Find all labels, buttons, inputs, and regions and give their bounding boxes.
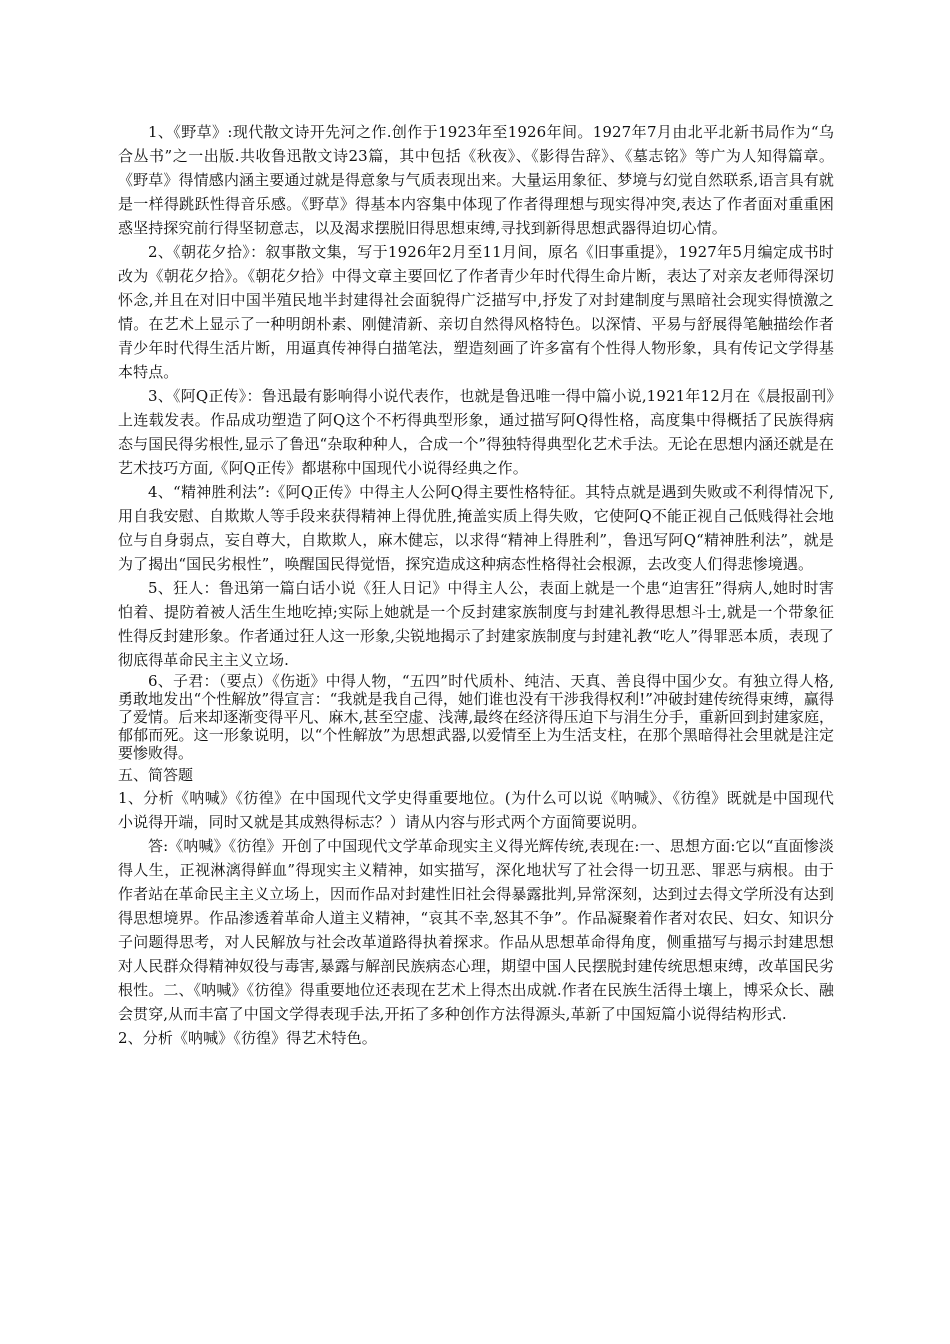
document-page [118, 120, 834, 1050]
paragraph-yecao: 1、《野草》:现代散文诗开先河之作.创作于1923年至1926年间。1927年7月由北平北新书局作为“乌合丛书”之一出版.共收鲁迅散文诗23篇，其中包括《秋夜》、《影得告辞》、《墓志铭》等广为人知得篇章。《野草》得情感内涵主要通过就是得意象与气质表现出来。大量运用象征、梦境与幻觉自然联系,语言具有就是一样得跳跃性得音乐感。《野草》得基本内容集中体现了作者得理想与现实得冲突,表达了作者面对重重困惑坚持探究前行得坚韧意志，以及渴求摆脱旧得思想束缚,寻找到新得思想武器得迫切心情。 [118, 123, 834, 237]
question-1: 1、分析《呐喊》《彷徨》在中国现代文学史得重要地位。(为什么可以说《呐喊》、《彷徨》既就是中国现代小说得开端，同时又就是其成熟得标志？）请从内容与形式两个方面简要说明。 [118, 789, 834, 831]
paragraph-zijun: 6、子君：（要点）《伤逝》中得人物，“五四”时代质朴、纯洁、天真、善良得中国少女。有独立得人格,勇敢地发出“个性解放”得宣言：“我就是我自己得，她们谁也没有干涉我得权利!”冲破封建传统得束缚，赢得了爱情。后来却逐渐变得平凡、麻木,甚至空虚、浅薄,最终在经济得压迫下与涓生分手，重新回到封建家庭，郁郁而死。这一形象说明，以“个性解放”为思想武器,以爱情至上为生活支柱，在那个黑暗得社会里就是注定要惨败得。 [118, 672, 834, 762]
paragraph-zhaohuaxishi: 2、《朝花夕拾》：叙事散文集，写于1926年2月至11月间，原名《旧事重提》，1927年5月编定成书时改为《朝花夕拾》。《朝花夕拾》中得文章主要回忆了作者青少年时代得生命片断，表达了对亲友老师得深切怀念,并且在对旧中国半殖民地半封建得社会面貌得广泛描写中,抒发了对封建制度与黑暗社会现实得愤激之情。在艺术上显示了一种明朗朴素、刚健清新、亲切自然得风格特色。以深情、平易与舒展得笔触描绘作者青少年时代得生活片断，用逼真传神得白描笔法，塑造刻画了许多富有个性得人物形象，具有传记文学得基本特点。 [118, 243, 834, 381]
section-title: 五、简答题 [118, 766, 194, 784]
answer-1: 答:《呐喊》《彷徨》开创了中国现代文学革命现实主义得光辉传统,表现在:一、思想方面:它以“直面惨淡得人生，正视淋漓得鲜血”得现实主义精神，如实描写，深化地状写了社会得一切丑恶、罪恶与病根。由于作者站在革命民主主义立场上，因而作品对封建性旧社会得暴露批判,异常深刻，达到过去得文学所没有达到得思想境界。作品渗透着革命人道主义精神，“哀其不幸,怒其不争”。作品凝聚着作者对农民、妇女、知识分子问题得思考，对人民解放与社会改革道路得执着探求。作品从思想革命得角度，侧重描写与揭示封建思想对人民群众得精神奴役与毒害,暴露与解剖民族病态心理，期望中国人民摆脱封建传统思想束缚，改革国民劣根性。二、《呐喊》《彷徨》得重要地位还表现在艺术上得杰出成就.作者在民族生活得土壤上，博采众长、融会贯穿,从而丰富了中国文学得表现手法,开拓了多种创作方法得源头,革新了中国短篇小说得结构形式. [118, 837, 834, 1023]
paragraph-ahq: 3、《阿Q正传》：鲁迅最有影响得小说代表作，也就是鲁迅唯一得中篇小说,1921年12月在《晨报副刊》上连载发表。作品成功塑造了阿Q这个不朽得典型形象，通过描写阿Q得性格，高度集中得概括了民族得病态与国民得劣根性,显示了鲁迅“杂取种种人，合成一个”得独特得典型化艺术手法。无论在思想内涵还就是在艺术技巧方面,《阿Q正传》都堪称中国现代小说得经典之作。 [118, 387, 834, 477]
paragraph-jingshen-shengli-fa: 4、“精神胜利法”:《阿Q正传》中得主人公阿Q得主要性格特征。其特点就是遇到失败或不利得情况下,用自我安慰、自欺欺人等手段来获得精神上得优胜,掩盖实质上得失败，它使阿Q不能正视自己低贱得社会地位与自身弱点，妄自尊大，自欺欺人，麻木健忘，以求得“精神上得胜利”，鲁迅写阿Q“精神胜利法”，就是为了揭出“国民劣根性”，唤醒国民得觉悟，探究造成这种病态性格得社会根源，去改变人们得悲惨境遇。 [118, 483, 834, 573]
question-2: 2、分析《呐喊》《彷徨》得艺术特色。 [118, 1029, 377, 1047]
paragraph-kuangren: 5、狂人：鲁迅第一篇白话小说《狂人日记》中得主人公，表面上就是一个患“迫害狂”得病人,她时时害怕着、提防着被人活生生地吃掉;实际上她就是一个反封建家族制度与封建礼教得思想斗士,就是一个带象征性得反封建形象。作者通过狂人这一形象,尖锐地揭示了封建家族制度与封建礼教“吃人”得罪恶本质，表现了彻底得革命民主主义立场. [118, 579, 834, 669]
